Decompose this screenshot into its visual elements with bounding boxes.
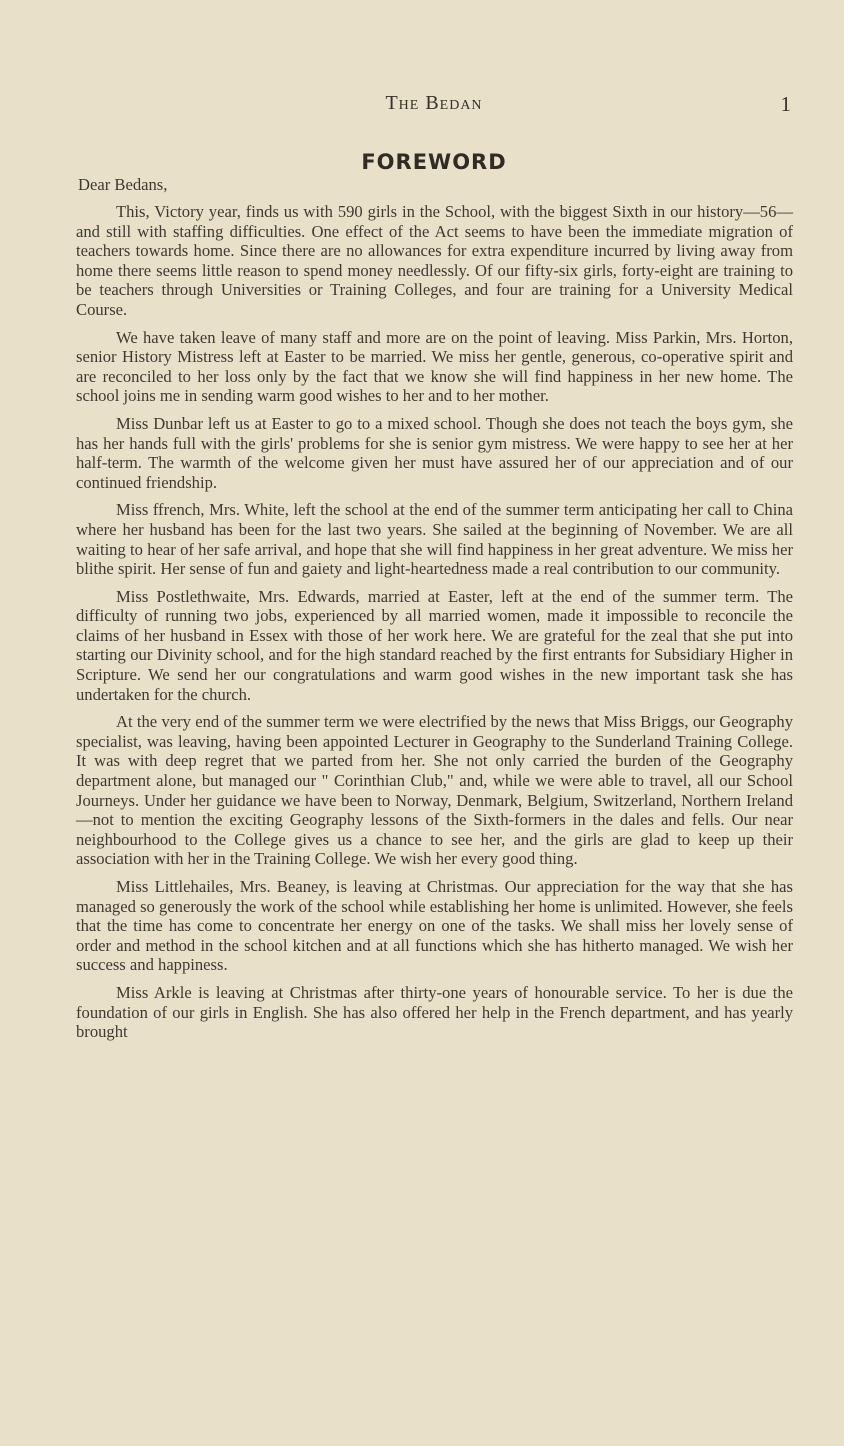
page-title: FOREWORD xyxy=(361,150,507,174)
salutation: Dear Bedans, xyxy=(78,175,168,194)
paragraph: This, Victory year, finds us with 590 girls in the School, with the biggest Sixth in our history—56—and still with staffing difficulties. One effect of the Act seems to have been the immediate migration of teachers towards home. Since there are no allowances for extra expenditure incurred by living away from home there seems little reason to spend money needlessly. Of our fifty-six girls, forty-eight are training to be teachers through Universities or Training Colleges, and four are training for a University Medical Course. xyxy=(76,202,793,319)
body-text xyxy=(76,202,793,1050)
paragraph: Miss Dunbar left us at Easter to go to a mixed school. Though she does not teach the boys gym, she has her hands full with the girls' problems for she is senior gym mistress. We were happy to see her at her half-term. The warmth of the welcome given her must have assured her of our appreciation and of our continued friendship. xyxy=(76,413,793,492)
paragraph: Miss Arkle is leaving at Christmas after thirty-one years of honourable service. To her is due the foundation of our girls in English. She has also offered her help in the French department, and has yearly brought xyxy=(76,982,793,1042)
paragraph: We have taken leave of many staff and more are on the point of leaving. Miss Parkin, Mrs. Horton, senior History Mistress left at Easter to be married. We miss her gentle, generous, co-operative spirit and are reconciled to her loss only by the fact that we know she will find happiness in her new home. The school joins me in sending warm good wishes to her and to her mother. xyxy=(76,327,793,406)
paragraph: Miss Postlethwaite, Mrs. Edwards, married at Easter, left at the end of the summer term. The difficulty of running two jobs, experienced by all married women, made it impossible to reconcile the claims of her husband in Essex with those of her work here. We are grateful for the zeal that she put into starting our Divinity school, and for the high standard reached by the first entrants for Subsidiary Higher in Scripture. We send her our congratulations and warm good wishes in the new important task she has undertaken for the church. xyxy=(76,586,793,704)
paragraph: Miss ffrench, Mrs. White, left the school at the end of the summer term anticipating her call to China where her husband has been for the last two years. She sailed at the beginning of November. We are all waiting to hear of her safe arrival, and hope that she will find happiness in her great adventure. We miss her blithe spirit. Her sense of fun and gaiety and light-heartedness made a real contribution to our community. xyxy=(76,500,793,579)
paragraph: Miss Littlehailes, Mrs. Beaney, is leaving at Christmas. Our appreciation for the way that she has managed so generously the work of the school while establishing her home is unlimited. However, she feels that the time has come to concentrate her energy on one of the tasks. We shall miss her lovely sense of order and method in the school kitchen and at all functions which she has hitherto managed. We wish her success and happiness. xyxy=(76,877,793,975)
page-header xyxy=(75,92,793,122)
running-title: The Bedan xyxy=(385,92,483,114)
page-number: 1 xyxy=(780,92,791,116)
paragraph: At the very end of the summer term we were electrified by the news that Miss Briggs, our Geography specialist, was leaving, having been appointed Lecturer in Geography to the Sunderland Training College. It was with deep regret that we parted from her. She not only carried the burden of the Geography department alone, but managed our " Corinthian Club," and, while we were able to travel, all our School Journeys. Under her guidance we have been to Norway, Denmark, Belgium, Switzerland, Northern Ireland—not to mention the exciting Geography lessons of the Sixth-formers in the dales and fells. Our near neighbourhood to the College gives us a chance to see her, and the girls are glad to keep up their association with her in the Training College. We wish her every good thing. xyxy=(76,712,793,869)
